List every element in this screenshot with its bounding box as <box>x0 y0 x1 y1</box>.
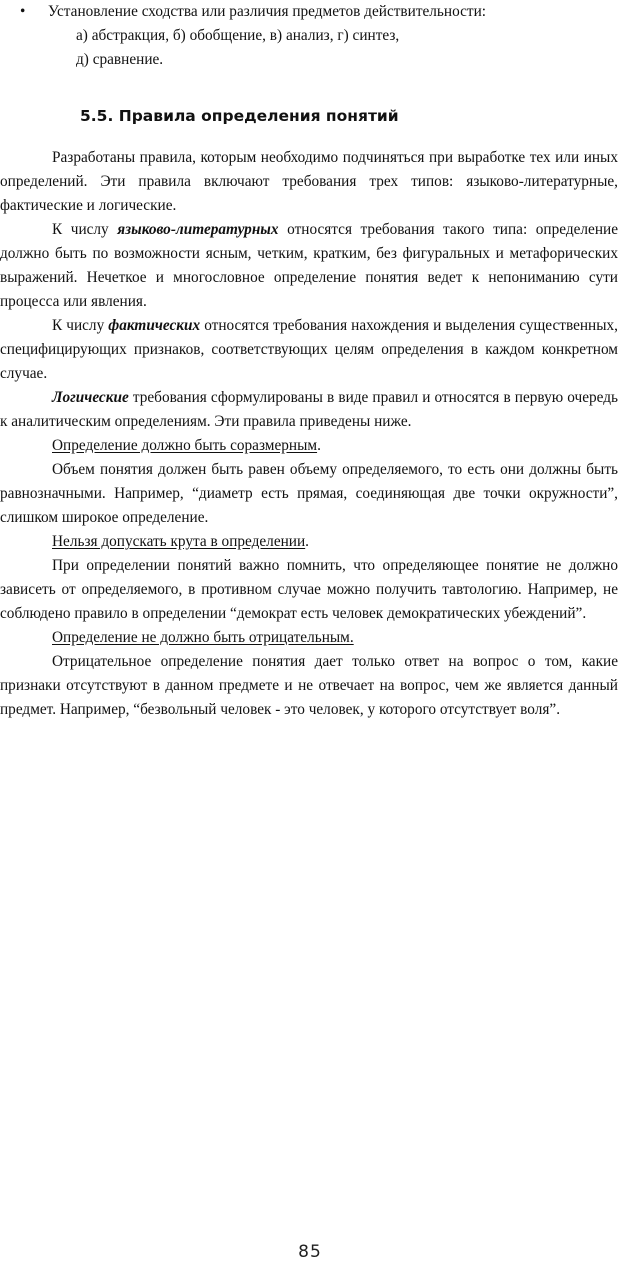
linguistic-requirements-paragraph <box>0 218 618 314</box>
bullet-options-line-1: а) абстракция, б) обобщение, в) анализ, г) синтез, <box>76 27 400 44</box>
linguistic-lead: К числу <box>52 221 118 238</box>
rule-title-1-end: . <box>317 437 321 454</box>
rule-text-3: Отрицательное определение понятия дает только ответ на вопрос о том, какие признаки отсутствуют в данном предмете и не отвечает на вопрос, чем же является данный предмет. Например, “безвольный человек - это человек, у которого отсутствует воля”. <box>0 653 618 718</box>
rule-title-2 <box>0 530 618 554</box>
factual-requirements-paragraph <box>0 314 618 386</box>
rule-text-2: При определении понятий важно помнить, что определяющее понятие не должно зависеть от определяемого, в противном случае можно получить тавтологию. Например, не соблюдено правило в определении “демократ есть человек демократических убеждений”. <box>0 557 618 622</box>
rule-title-1-text: Определение должно быть соразмерным <box>52 437 318 454</box>
intro-paragraph: Разработаны правила, которым необходимо подчиняться при выработке тех или иных определений. Эти правила включают требования трех типов: языково-литературные, фактические и логические. <box>0 149 618 214</box>
linguistic-term: языково-литературных <box>117 221 279 238</box>
section-heading: 5.5. Правила определения понятий <box>80 107 399 125</box>
linguistic-text: относятся требования такого типа: определение должно быть по возможности ясным, четким, кратким, без фигуральных и метафорических выражений. Нечеткое и многословное определение понятия ведет к непониманию сути процесса или явления. <box>0 221 618 310</box>
page-number: 85 <box>298 1242 322 1262</box>
factual-term: фактических <box>108 317 201 334</box>
bullet-item <box>0 0 618 24</box>
rule-title-2-text: Нельзя допускать крута в определении <box>52 533 306 550</box>
rule-title-3 <box>0 626 618 650</box>
logical-text: требования сформулированы в виде правил и относятся в первую очередь к аналитическим определениям. Эти правила приведены ниже. <box>0 389 618 430</box>
logical-requirements-paragraph <box>0 386 618 434</box>
bullet-text: Установление сходства или различия предметов действительности: <box>48 3 487 20</box>
logical-term: Логические <box>52 389 129 406</box>
factual-lead: К числу <box>52 317 109 334</box>
bullet-options-line-2: д) сравнение. <box>76 51 164 68</box>
rule-title-2-end: . <box>305 533 309 550</box>
rule-text-1: Объем понятия должен быть равен объему определяемого, то есть они должны быть равнозначными. Например, “диаметр есть прямая, соединяющая две точки окружности”, слишком широкое определение. <box>0 461 618 526</box>
bullet-icon: • <box>20 3 26 20</box>
rule-title-3-text: Определение не должно быть отрицательным. <box>52 629 354 646</box>
factual-text: относятся требования нахождения и выделения существенных, специфицирующих признаков, соответствующих целям определения в каждом конкретном случае. <box>0 317 618 382</box>
rule-title-1 <box>0 434 618 458</box>
